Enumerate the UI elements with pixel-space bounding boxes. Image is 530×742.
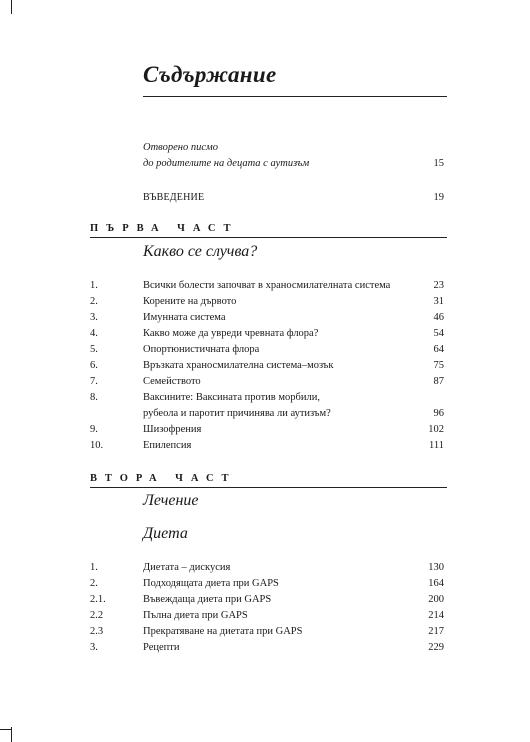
toc-entry-number: 7. [90, 376, 98, 387]
toc-entry-number: 8. [90, 392, 98, 403]
toc-entry [90, 576, 444, 592]
toc-entry-number: 2.1. [90, 594, 106, 605]
toc-entry-number: 6. [90, 360, 98, 371]
toc-entry-page: 96 [433, 408, 444, 419]
toc-entry-number: 10. [90, 440, 104, 451]
toc-entry-text: ВЪВЕДЕНИЕ [143, 192, 205, 203]
toc-entry-page: 46 [433, 312, 444, 323]
toc-entry-text: Подходящата диета при GAPS [143, 578, 279, 589]
toc-entry-page: 102 [428, 424, 444, 435]
toc-entry [90, 608, 444, 624]
toc-entry-number: 9. [90, 424, 98, 435]
toc-entry-page: 87 [433, 376, 444, 387]
toc-entry-page: 19 [433, 192, 444, 203]
toc-entry-text: Какво може да увреди чревната флора? [143, 328, 319, 339]
part1-heading: Какво се случва? [143, 243, 258, 260]
toc-entry-text: Прекратяване на диетата при GAPS [143, 626, 303, 637]
toc-entry-text: Пълна диета при GAPS [143, 610, 248, 621]
page-title: Съдържание [143, 62, 277, 87]
toc-entry-page: 75 [433, 360, 444, 371]
toc-entry-number: 3. [90, 642, 98, 653]
part2-subheading: Диета [143, 525, 188, 542]
toc-entry [90, 560, 444, 576]
toc-entry [90, 294, 444, 310]
toc-entry-number: 4. [90, 328, 98, 339]
toc-entry-number: 1. [90, 562, 98, 573]
toc-entry-text: Ваксините: Ваксината против морбили, [143, 392, 320, 403]
toc-entry-page: 214 [428, 610, 444, 621]
toc-entry-text: Епилепсия [143, 440, 192, 451]
toc-entry [90, 310, 444, 326]
title-rule [143, 96, 447, 97]
toc-entry-text: Рецепти [143, 642, 180, 653]
toc-entry [90, 640, 444, 656]
toc-entry-text: Корените на дървото [143, 296, 237, 307]
toc-entry-page: 15 [433, 158, 444, 169]
toc-intro-letter-line2 [90, 156, 444, 172]
part2-label: ВТОРА ЧАСТ [90, 473, 237, 484]
toc-entry-page: 217 [428, 626, 444, 637]
toc-entry-continued [90, 406, 444, 422]
toc-entry-number: 2.3 [90, 626, 104, 637]
toc-entry-text: Шизофрения [143, 424, 202, 435]
toc-entry-text: Имунната система [143, 312, 226, 323]
toc-entry-text: Всички болести започват в храносмилателната система [143, 280, 391, 291]
toc-entry-text: Опортюнистичната флора [143, 344, 260, 355]
toc-entry [90, 438, 444, 454]
toc-entry-page: 64 [433, 344, 444, 355]
toc-entry-page: 23 [433, 280, 444, 291]
toc-entry-text: Диетата – дискусия [143, 562, 231, 573]
part1-rule [90, 237, 447, 238]
toc-entry-number: 2.2 [90, 610, 104, 621]
toc-entry-text: до родителите на децата с аутизъм [143, 158, 310, 169]
toc-entry-number: 1. [90, 280, 98, 291]
toc-entry [90, 592, 444, 608]
toc-entry [90, 422, 444, 438]
toc-entry-page: 164 [428, 578, 444, 589]
toc-intro-introduction [90, 190, 444, 206]
toc-entry-number: 2. [90, 296, 98, 307]
toc-entry-number: 3. [90, 312, 98, 323]
toc-entry-text: Отворено писмо [143, 142, 218, 153]
toc-entry-page: 54 [433, 328, 444, 339]
toc-entry-number: 2. [90, 578, 98, 589]
crop-mark-bottom-left-h [0, 729, 12, 730]
toc-entry [90, 326, 444, 342]
toc-entry-number: 5. [90, 344, 98, 355]
toc-entry-text: рубеола и паротит причинява ли аутизъм? [143, 408, 331, 419]
toc-entry [90, 358, 444, 374]
crop-mark-top-left [11, 0, 12, 14]
toc-entry [90, 390, 444, 406]
part1-label: ПЪРВА ЧАСТ [90, 223, 239, 234]
toc-entry-page: 130 [428, 562, 444, 573]
toc-entry-text: Връзката храносмилателна система–мозък [143, 360, 334, 371]
part2-heading: Лечение [143, 492, 199, 509]
toc-entry-text: Семейството [143, 376, 201, 387]
toc-entry-text: Въвеждаща диета при GAPS [143, 594, 272, 605]
toc-entry [90, 278, 444, 294]
toc-entry-page: 31 [433, 296, 444, 307]
toc-entry-page: 200 [428, 594, 444, 605]
part2-rule [90, 487, 447, 488]
toc-entry-page: 111 [429, 440, 444, 451]
toc-entry [90, 374, 444, 390]
toc-entry-page: 229 [428, 642, 444, 653]
toc-entry [90, 624, 444, 640]
toc-entry [90, 342, 444, 358]
toc-intro-letter-line1 [90, 140, 444, 156]
